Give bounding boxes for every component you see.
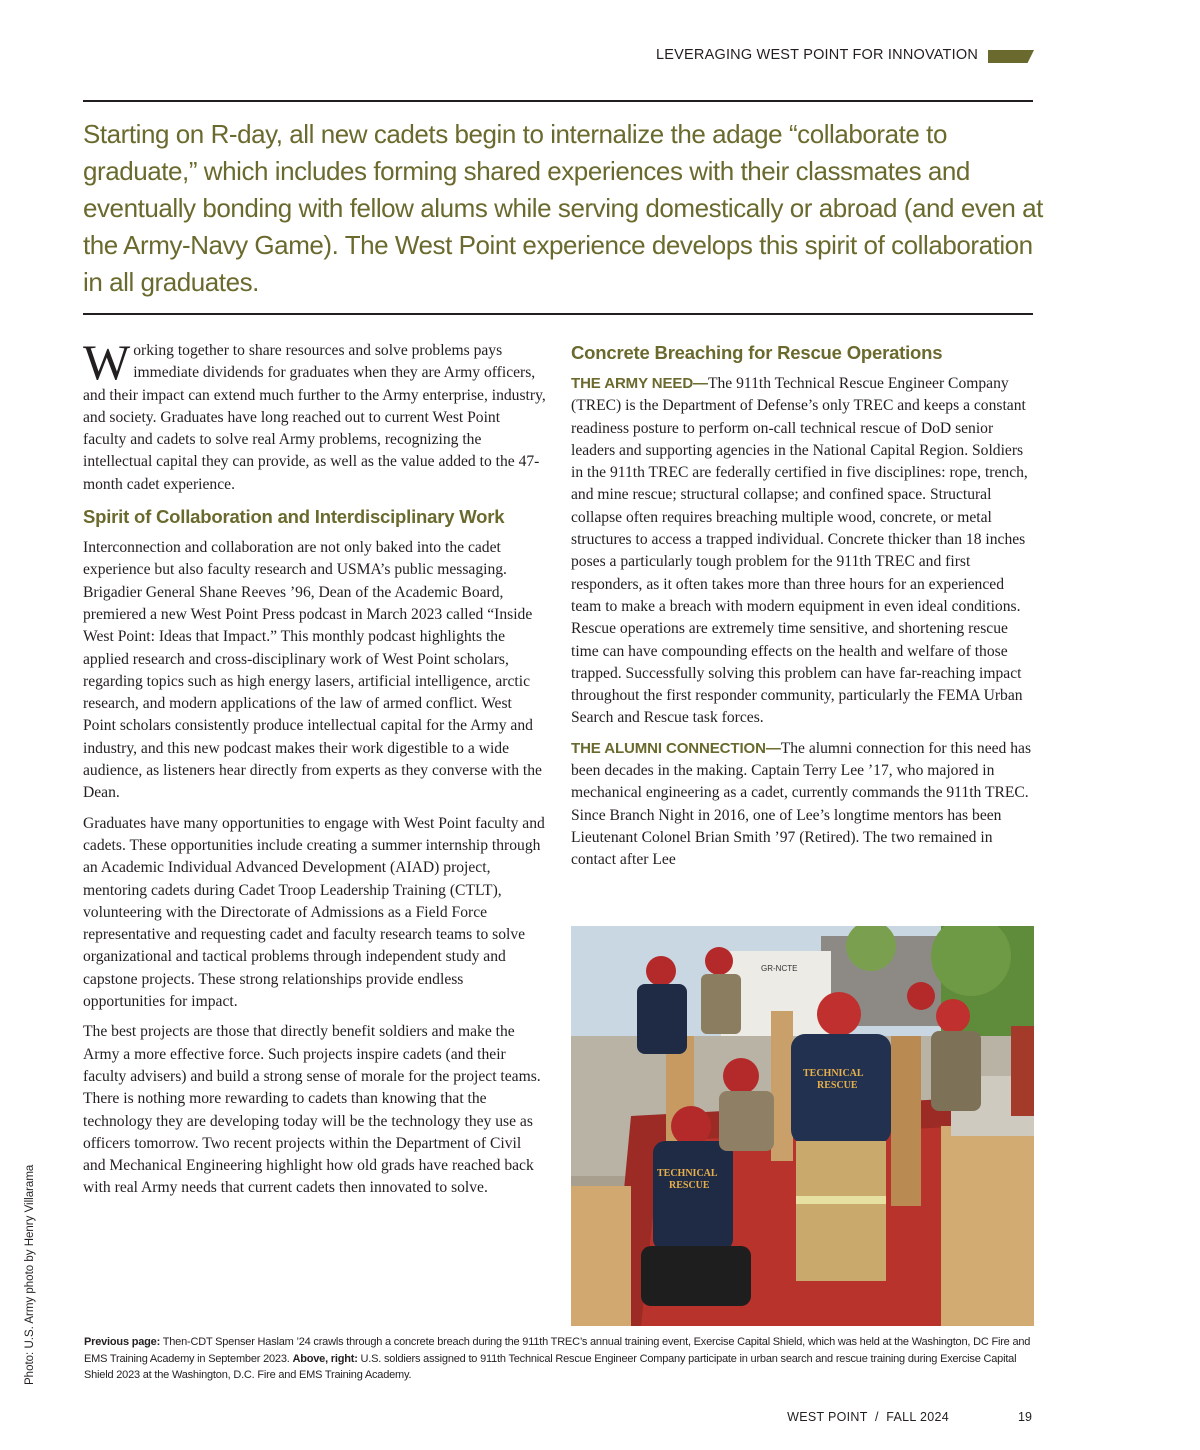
- body-paragraph: Interconnection and collaboration are not only baked into the cadet experience but also faculty research and USMA’s public messaging. Brigadier General Shane Reeves ’96, Dean of the Academic Board, premiered a new West Point Press podcast in March 2023 called “Inside West Point: Ideas that Impact.” This monthly podcast highlights the applied research and cross-disciplinary work of West Point scholars, regarding topics such as high energy lasers, artificial intelligence, arctic research, and modern applications of the law of armed conflict. West Point scholars consistently produce intellectual capital for the Army and industry, and this new podcast makes their work digestible to a wide audience, as listeners hear directly from experts as they converse with the Dean.: [83, 539, 542, 802]
- caption-previous-page-label: Previous page:: [84, 1336, 161, 1348]
- right-column: [571, 340, 1035, 880]
- photo-illustration: [571, 926, 1034, 1326]
- footer-publication: WEST POINT / FALL 2024: [787, 1410, 949, 1424]
- army-need-label: THE ARMY NEED—: [571, 375, 708, 392]
- svg-text:TECHNICAL: TECHNICAL: [803, 1068, 864, 1079]
- drop-cap: W: [83, 334, 131, 390]
- intro-paragraph: [83, 334, 546, 496]
- alumni-connection-paragraph: [571, 738, 1035, 872]
- caption-above-right-text: U.S. soldiers assigned to 911th Technical Rescue Engineer Company participate in urban search and rescue training during Exercise Capital Shield 2023 at the Washington, D.C. Fire and EMS Training Academy.: [84, 1352, 1017, 1381]
- army-need-text: The 911th Technical Rescue Engineer Company (TREC) is the Department of Defense’s only TREC and keeps a constant readiness posture to perform on-call technical rescue of DoD senior leaders and supporting agencies in the National Capital Region. Soldiers in the 911th TREC are federally certified in five disciplines: rope, trench, and mine rescue; structural collapse; and confined space. Structural collapse often requires breaching multiple wood, concrete, or metal structures to access a trapped individual. Concrete thicker than 18 inches poses a particularly tough problem for the 911th TREC and first responders, as it often takes more than three hours for an experienced team to make a breach with modern equipment in even ideal conditions. Rescue operations are extremely time sensitive, and shortening rescue time can have compounding effects on the health and welfare of those trapped. Successfully solving this problem can have far-reaching impact throughout the first responder community, particularly the FEMA Urban Search and Rescue task forces.: [571, 375, 1028, 727]
- section-accent-bar: [988, 50, 1034, 63]
- truck-lettering: GR-NCTE: [761, 964, 798, 973]
- alumni-connection-label: THE ALUMNI CONNECTION—: [571, 739, 781, 757]
- section-heading-collaboration: Spirit of Collaboration and Interdisciplinary Work: [83, 506, 505, 528]
- body-paragraph: Graduates have many opportunities to engage with West Point faculty and cadets. These opportunities include creating a summer internship through an Academic Individual Advanced Development (AIAD) project, mentoring cadets during Cadet Troop Leadership Training (CTLT), volunteering with the Directorate of Admissions as a Field Force representative and requesting cadet and faculty research teams to solve organizational and tactical problems through independent study and capstone projects. These strong relationships provide endless opportunities for impact.: [83, 814, 545, 1011]
- intro-text: orking together to share resources and solve problems pays immediate dividends for graduates when they are Army officers, and their impact can extend much further to the Army enterprise, industry, and society. Graduates have long reached out to current West Point faculty and cadets to solve real Army problems, recognizing the intellectual capital they can provide, as well as the value added to the 47-month cadet experience.: [83, 342, 546, 493]
- pull-quote: Starting on R-day, all new cadets begin to internalize the adage “collaborate to graduate,” which includes forming shared experiences with their classmates and eventually bonding with fellow alums while serving domestically or abroad (and even at the Army-Navy Game). The West Point experience develops this spirit of collaboration in all graduates.: [83, 119, 1043, 297]
- shirt-lettering-line2: RESCUE: [669, 1180, 710, 1191]
- alumni-connection-text: The alumni connection for this need has been decades in the making. Captain Terry Lee ’17, who majored in mechanical engineering as a cadet, currently commands the 911th TREC. Since Branch Night in 2016, one of Lee’s longtime mentors has been Lieutenant Colonel Brian Smith ’97 (Retired). The two remained in contact after Lee: [571, 739, 1032, 869]
- svg-text:RESCUE: RESCUE: [817, 1080, 858, 1091]
- body-paragraph: The best projects are those that directly benefit soldiers and make the Army a more effective force. Such projects inspire cadets (and their faculty advisers) and build a strong sense of morale for the project teams. There is nothing more rewarding to cadets than knowing that the technology they are developing today will be the technology they use as officers tomorrow. Two recent projects within the Department of Civil and Mechanical Engineering highlight how old grads have reached back with real Army needs that current cadets then innovated to solve.: [83, 1023, 541, 1197]
- section-heading-concrete-breaching: Concrete Breaching for Rescue Operations: [571, 342, 943, 363]
- shirt-lettering-line1: TECHNICAL: [657, 1168, 718, 1179]
- photo-credit: Photo: U.S. Army photo by Henry Villarama: [24, 1164, 36, 1385]
- army-need-paragraph: [571, 373, 1035, 730]
- caption-above-right-label: Above, right:: [292, 1352, 358, 1365]
- section-title: LEVERAGING WEST POINT FOR INNOVATION: [656, 47, 978, 63]
- photo-caption: [84, 1334, 1039, 1384]
- left-column: [83, 334, 546, 1208]
- rescue-training-photo: [571, 926, 1034, 1326]
- top-rule: [83, 100, 1033, 102]
- caption-previous-page-text: Then-CDT Spenser Haslam ’24 crawls through a concrete breach during the 911th TREC’s annual training event, Exercise Capital Shield, which was held at the Washington, DC Fire and EMS Training Academy in September 2023.: [84, 1336, 1031, 1365]
- page-number: 19: [1018, 1410, 1032, 1424]
- bottom-rule: [83, 313, 1033, 315]
